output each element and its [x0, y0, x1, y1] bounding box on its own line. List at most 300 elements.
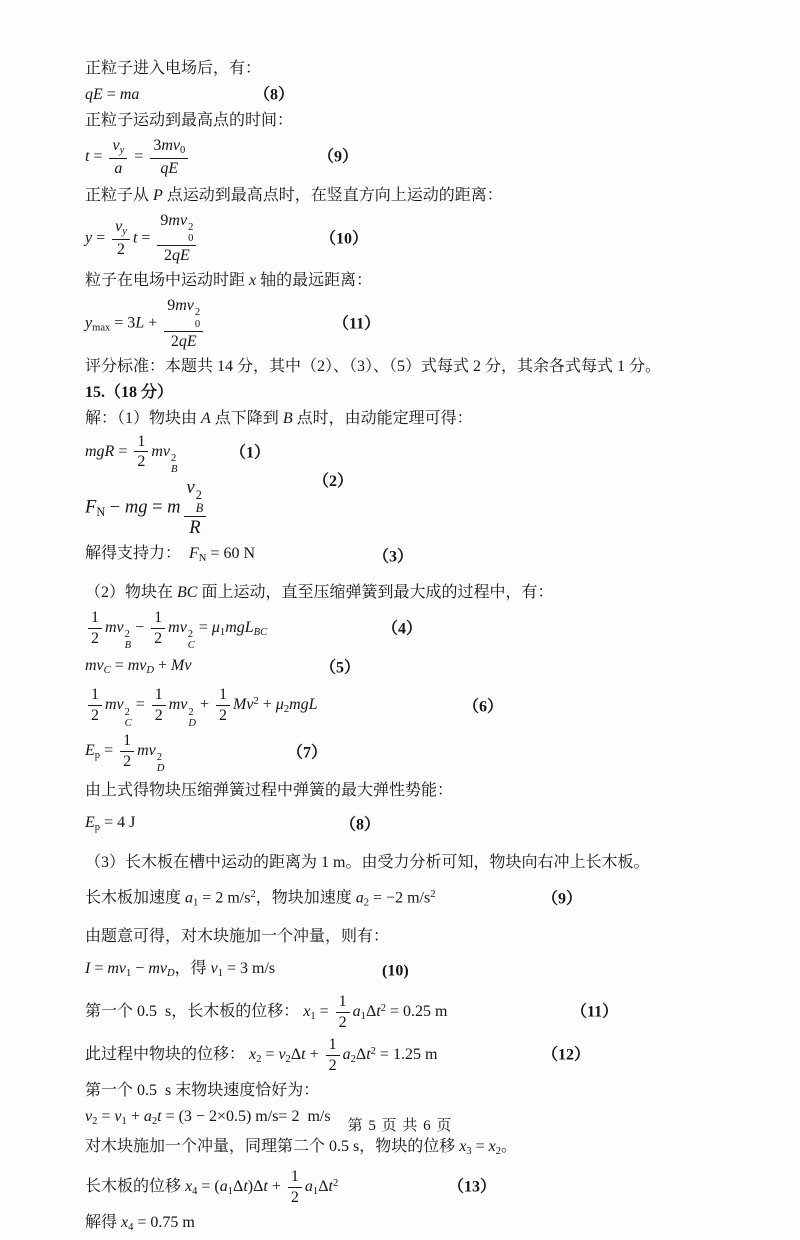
subscript: N — [198, 553, 207, 565]
math-variable: t — [157, 1107, 162, 1125]
text-run: 对木块施加一个冲量，同理第二个 0.5 s，物块的位移 — [85, 1137, 460, 1155]
superscript: 2 — [195, 488, 202, 503]
math-variable: a — [114, 159, 123, 177]
fraction-denominator — [336, 1013, 350, 1032]
formula-line — [85, 1167, 730, 1208]
text-run: = — [89, 148, 107, 166]
subscript: 0 — [188, 233, 194, 245]
text-run: = 4 J — [100, 814, 136, 832]
math-variable: a — [219, 1178, 228, 1196]
fraction-denominator — [152, 706, 166, 725]
text-run: = 0.75 m — [133, 1213, 195, 1231]
subscript: 4 — [128, 1221, 134, 1233]
math-variable: mv — [161, 137, 180, 154]
text-run: 粒子在电场中运动时距 — [85, 272, 250, 290]
text-run: 1 — [154, 608, 163, 626]
math-variable: t — [132, 229, 138, 247]
formula-line — [85, 992, 730, 1033]
subscript: 2 — [92, 1115, 98, 1127]
math-variable: qE — [178, 332, 197, 350]
subscript: C — [124, 717, 132, 729]
formula-line — [85, 685, 730, 729]
stacked-sub-sup — [195, 307, 200, 329]
subscript: 0 — [194, 318, 201, 330]
text-run: + — [126, 1107, 144, 1125]
math-variable: x — [185, 1178, 193, 1196]
math-variable: mv — [127, 657, 147, 675]
math-variable: v — [278, 1045, 286, 1063]
text-run: 2 — [338, 1013, 347, 1031]
math-variable: mv — [168, 618, 187, 636]
fraction-numerator — [120, 732, 134, 752]
formula-line — [85, 541, 730, 571]
text-run: = 3 m/s — [223, 959, 276, 977]
text-line — [85, 924, 730, 950]
text-line — [85, 108, 730, 134]
math-variable: mv — [107, 959, 127, 977]
subscript: BC — [253, 626, 268, 638]
fraction — [109, 137, 127, 178]
fraction-denominator — [216, 706, 230, 725]
math-variable: a — [185, 889, 194, 907]
equation-number: （5） — [320, 659, 361, 677]
equation-number: （7） — [287, 744, 328, 762]
superscript: 2 — [250, 889, 256, 901]
heading-text: 15.（18 分） — [85, 383, 174, 401]
text-run: = — [90, 959, 108, 977]
equation-number: （9） — [318, 148, 359, 166]
subscript: N — [96, 505, 106, 520]
superscript: 2 — [171, 452, 177, 464]
text-run: − — [131, 959, 149, 977]
text-run: 由上式得物块压缩弹簧过程中弹簧的最大弹性势能： — [85, 782, 454, 800]
math-variable: E — [85, 814, 95, 832]
math-variable: x — [459, 1137, 467, 1155]
equation-number: （12） — [542, 1046, 591, 1064]
text-run: 正粒子从 — [85, 186, 154, 204]
page-footer: 第 5 页 共 6 页 — [347, 1118, 453, 1134]
subscript: max — [92, 322, 111, 334]
math-variable: I — [85, 959, 91, 977]
subscript: 1 — [121, 1115, 127, 1127]
answer-sheet-content — [85, 56, 730, 1240]
subscript: D — [156, 763, 165, 775]
text-run: 长木板加速度 — [85, 889, 186, 907]
fraction-numerator — [184, 478, 207, 517]
text-run: 2 — [91, 629, 99, 647]
text-run: = — [315, 1003, 333, 1021]
text-run: = (3 − 2×0.5) m/s= 2 m/s — [161, 1107, 331, 1125]
superscript: 2 — [370, 1045, 376, 1057]
fraction — [336, 993, 350, 1032]
text-run: 2 — [219, 707, 228, 725]
text-run: 点下降到 — [210, 409, 283, 427]
text-run: = 1.25 m — [375, 1045, 438, 1063]
text-run: 正粒子进入电场后，有： — [85, 60, 262, 77]
subscript: 2 — [256, 1054, 262, 1066]
math-variable: R — [189, 517, 201, 538]
text-run: 2 — [290, 1188, 299, 1206]
math-variable: a — [143, 1107, 152, 1125]
text-run: Δ — [318, 1178, 329, 1196]
equation-number: （13） — [448, 1178, 497, 1196]
math-variable: mv — [105, 618, 124, 636]
math-variable: μ — [275, 696, 284, 714]
math-variable: mv — [151, 442, 171, 460]
formula-line — [85, 432, 730, 476]
math-variable: x — [303, 1003, 311, 1021]
math-variable: mv — [137, 741, 156, 759]
math-variable: E — [85, 741, 95, 759]
fraction-numerator — [88, 609, 102, 629]
text-run: 1 — [328, 1035, 337, 1053]
stacked-sub-sup — [188, 222, 193, 244]
math-variable: y — [85, 314, 93, 332]
equation-number: （8） — [340, 816, 381, 834]
equation-number: （11） — [333, 315, 381, 333]
text-run: 第一个 0.5 s，长木板的位移： — [85, 1003, 304, 1021]
text-run: )Δ — [247, 1178, 264, 1196]
math-variable: F — [189, 545, 199, 563]
math-variable: mv — [85, 657, 104, 675]
text-run: 2 — [137, 453, 146, 471]
formula-line — [85, 211, 730, 266]
fraction-denominator — [88, 706, 102, 725]
math-variable: qE — [172, 247, 190, 265]
text-run: + — [305, 1045, 323, 1063]
subscript: C — [187, 640, 195, 652]
math-variable: a — [352, 1003, 361, 1021]
text-run: = — [137, 229, 155, 247]
text-run: = — [194, 618, 212, 636]
text-line — [85, 406, 730, 432]
formula-line — [85, 1035, 730, 1076]
superscript: 2 — [194, 307, 201, 319]
stacked-sub-sup — [125, 707, 132, 729]
stacked-sub-sup — [171, 453, 177, 475]
text-run: − — [105, 497, 125, 518]
text-run: + — [154, 657, 172, 675]
formula-line — [85, 82, 730, 108]
text-run: 第一个 0.5 s 末物块速度恰好为： — [85, 1081, 320, 1099]
fraction — [151, 609, 165, 648]
math-variable: a — [342, 1045, 351, 1063]
subscript: D — [188, 717, 197, 729]
equation-number: (10) — [382, 962, 409, 980]
math-variable: v — [112, 137, 120, 154]
fraction — [152, 686, 166, 725]
text-run: 正粒子运动到最高点的时间： — [85, 112, 294, 129]
stacked-sub-sup — [196, 489, 203, 515]
subscript: 1 — [126, 968, 132, 980]
math-variable: μ — [211, 618, 220, 636]
formula-line — [85, 136, 730, 179]
heading-line — [85, 380, 730, 406]
fraction — [164, 297, 203, 350]
text-run: 1 — [91, 686, 99, 704]
math-variable: t — [243, 1178, 248, 1196]
fraction-denominator — [168, 332, 200, 351]
text-run: 解得支持力： — [85, 545, 190, 563]
text-line — [85, 268, 730, 294]
math-variable: mv — [105, 696, 124, 714]
equation-number: （11） — [571, 1003, 619, 1021]
superscript: 2 — [430, 889, 436, 901]
text-run: 。 — [501, 1137, 518, 1155]
text-run: 2 — [117, 241, 126, 259]
fraction-denominator — [326, 1056, 340, 1075]
text-run: 2 — [91, 707, 99, 725]
subscript: 2 — [350, 1054, 356, 1066]
text-run: = — [131, 696, 149, 714]
subscript: 3 — [466, 1145, 472, 1157]
math-variable: Mv — [171, 657, 192, 675]
fraction-numerator — [216, 686, 230, 706]
text-run: = 2 m/s — [198, 889, 251, 907]
text-line — [85, 183, 730, 209]
text-line — [85, 850, 730, 876]
math-variable: t — [85, 148, 90, 166]
text-line — [85, 354, 730, 380]
fraction-numerator — [288, 1168, 302, 1188]
math-variable: mgL — [289, 696, 318, 714]
text-run: 2 — [170, 332, 179, 350]
equation-number: （2） — [313, 473, 354, 491]
text-run: 长木板的位移 — [85, 1178, 186, 1196]
fraction-denominator — [111, 159, 125, 178]
math-variable: x — [488, 1137, 496, 1155]
math-variable: y — [85, 229, 93, 247]
subscript: 2 — [151, 1115, 158, 1127]
subscript: B — [124, 640, 132, 652]
text-run: 点时，由动能定理可得： — [292, 409, 473, 427]
fraction-denominator — [288, 1188, 302, 1207]
math-variable: mv — [148, 959, 167, 977]
math-variable: v — [210, 959, 218, 977]
subscript: D — [146, 665, 155, 677]
fraction — [326, 1036, 340, 1075]
math-variable: t — [301, 1045, 306, 1063]
text-run: 3 — [153, 137, 162, 154]
fraction-denominator — [88, 629, 102, 648]
math-variable: v — [115, 218, 123, 236]
fraction-numerator — [152, 686, 166, 706]
text-run: = — [110, 657, 128, 675]
math-variable: mv — [175, 297, 194, 315]
math-variable: B — [282, 409, 293, 427]
fraction-numerator — [88, 686, 102, 706]
text-line — [85, 1078, 730, 1104]
subscript: 0 — [179, 145, 186, 157]
text-run: 1 — [338, 993, 347, 1011]
text-run: = ( — [197, 1178, 220, 1196]
fraction — [288, 1168, 302, 1207]
subscript: 2 — [363, 897, 370, 909]
superscript: 2 — [187, 628, 194, 640]
text-run: ，得 — [174, 959, 211, 977]
text-run: Δ — [290, 1045, 302, 1063]
text-run: = — [100, 741, 118, 759]
text-run: Δ — [365, 1003, 377, 1021]
formula-line — [85, 296, 730, 351]
math-variable: ma — [119, 86, 140, 103]
text-run: 1 — [137, 432, 146, 450]
equation-number: （10） — [320, 230, 369, 248]
text-run: Δ — [355, 1045, 367, 1063]
text-run: 9 — [160, 211, 169, 229]
text-run: 面上运动，直至压缩弹簧到最大成的过程中，有： — [197, 583, 554, 601]
formula-line — [85, 956, 730, 986]
text-run: 1 — [123, 731, 132, 749]
formula-line — [85, 1210, 730, 1240]
math-variable: x — [249, 1045, 257, 1063]
superscript: 2 — [124, 628, 130, 640]
text-run: 9 — [167, 297, 176, 315]
text-run: = — [97, 1107, 115, 1125]
math-variable: t — [376, 1003, 381, 1021]
superscript: 2 — [124, 706, 130, 718]
text-run: 轴的最远距离： — [256, 272, 373, 290]
subscript: 4 — [192, 1186, 198, 1198]
subscript: 2 — [283, 704, 290, 716]
fraction-denominator — [120, 752, 134, 771]
subscript: p — [94, 822, 101, 834]
math-variable: t — [263, 1178, 268, 1196]
text-run: 评分标准：本题共 14 分，其中（2）、（3）、（5）式每式 2 分，其余各式每式 1 分。 — [85, 357, 662, 375]
text-run: = — [261, 1045, 279, 1063]
text-run: 此过程中物块的位移： — [85, 1045, 250, 1063]
subscript: D — [166, 968, 175, 980]
subscript: 1 — [217, 968, 224, 980]
text-run: Δ — [233, 1178, 244, 1196]
text-run: = — [130, 148, 148, 166]
fraction-numerator — [151, 609, 165, 629]
subscript: 2 — [285, 1054, 291, 1066]
text-run: 2 — [164, 247, 172, 265]
text-run: ，物块加速度 — [255, 889, 356, 907]
text-run: + — [144, 314, 162, 332]
math-variable: v — [85, 1107, 93, 1125]
fraction — [88, 686, 102, 725]
superscript: 2 — [380, 1002, 386, 1014]
math-variable: L — [135, 314, 145, 332]
subscript: B — [195, 500, 204, 515]
math-variable: qE — [160, 159, 179, 177]
math-variable: P — [153, 186, 163, 204]
subscript: 1 — [227, 1186, 234, 1198]
text-run: 解：（1）物块由 — [85, 409, 202, 427]
text-line — [85, 778, 730, 804]
math-variable: mv — [168, 696, 188, 714]
text-line — [85, 56, 730, 82]
stacked-sub-sup — [157, 752, 165, 774]
text-run: = 0.25 m — [385, 1003, 448, 1021]
subscript: C — [103, 665, 111, 677]
subscript: p — [94, 750, 101, 762]
formula-line — [85, 810, 730, 840]
math-variable: Mv — [233, 696, 254, 714]
math-variable: mgL — [225, 618, 254, 636]
text-run: 2 — [328, 1056, 337, 1074]
math-variable: a — [304, 1178, 313, 1196]
subscript: y — [122, 226, 127, 238]
stacked-sub-sup — [188, 707, 196, 729]
superscript: 2 — [253, 696, 259, 708]
math-variable: x — [121, 1213, 129, 1231]
fraction-denominator — [134, 452, 148, 471]
formula-line — [85, 882, 730, 915]
text-run: = 3 — [110, 314, 136, 332]
math-variable: mv — [168, 211, 188, 229]
text-run: 1 — [154, 686, 163, 704]
text-run: 解得 — [85, 1213, 122, 1231]
fraction-numerator — [326, 1036, 340, 1056]
fraction — [134, 433, 148, 472]
fraction-denominator — [161, 246, 193, 265]
text-run: 2 — [154, 707, 163, 725]
equation-number: （3） — [373, 548, 414, 566]
subscript: 1 — [219, 626, 226, 638]
fraction — [216, 686, 230, 725]
fraction-denominator — [151, 629, 165, 648]
subscript: 1 — [360, 1011, 366, 1023]
text-run: （2）物块在 — [85, 583, 178, 601]
math-variable: v — [186, 478, 195, 499]
subscript: 2 — [495, 1145, 502, 1157]
text-run: 1 — [91, 608, 99, 626]
text-run: = — [114, 442, 132, 460]
text-run: = — [102, 86, 120, 103]
math-variable: F — [85, 497, 97, 518]
formula-line — [85, 731, 730, 775]
math-variable: mgR — [85, 442, 115, 460]
fraction-numerator — [164, 297, 203, 331]
fraction-numerator — [150, 137, 188, 159]
formula-line — [85, 608, 730, 652]
math-variable: BC — [177, 583, 198, 601]
text-run: 2 — [154, 629, 163, 647]
stacked-sub-sup — [188, 629, 195, 651]
superscript: 2 — [156, 752, 163, 764]
math-variable: x — [249, 272, 257, 290]
text-run: = 60 N — [206, 545, 255, 563]
math-variable: mg — [124, 497, 148, 518]
fraction-denominator — [114, 240, 128, 259]
text-run: = — [471, 1137, 489, 1155]
fraction — [150, 137, 188, 178]
fraction-numerator — [157, 212, 196, 246]
equation-number: （1） — [230, 444, 271, 462]
text-line — [85, 1134, 730, 1165]
math-variable: m — [167, 497, 181, 518]
formula-line — [85, 473, 730, 539]
subscript: 1 — [310, 1011, 316, 1023]
fraction-denominator — [157, 159, 181, 178]
math-variable: t — [366, 1045, 371, 1063]
text-run: = −2 m/s — [369, 889, 431, 907]
text-run: （3）长木板在槽中运动的距离为 1 m。由受力分析可知，物块向右冲上长木板。 — [85, 854, 650, 872]
math-variable: qE — [85, 86, 103, 103]
math-variable: t — [328, 1178, 333, 1196]
text-run: = — [92, 229, 110, 247]
subscript: 1 — [312, 1186, 319, 1198]
fraction — [184, 478, 207, 538]
equation-number: （8） — [254, 86, 295, 104]
fraction — [157, 212, 196, 265]
superscript: 2 — [188, 706, 194, 718]
subscript: y — [119, 145, 125, 157]
text-run: − — [131, 618, 149, 636]
